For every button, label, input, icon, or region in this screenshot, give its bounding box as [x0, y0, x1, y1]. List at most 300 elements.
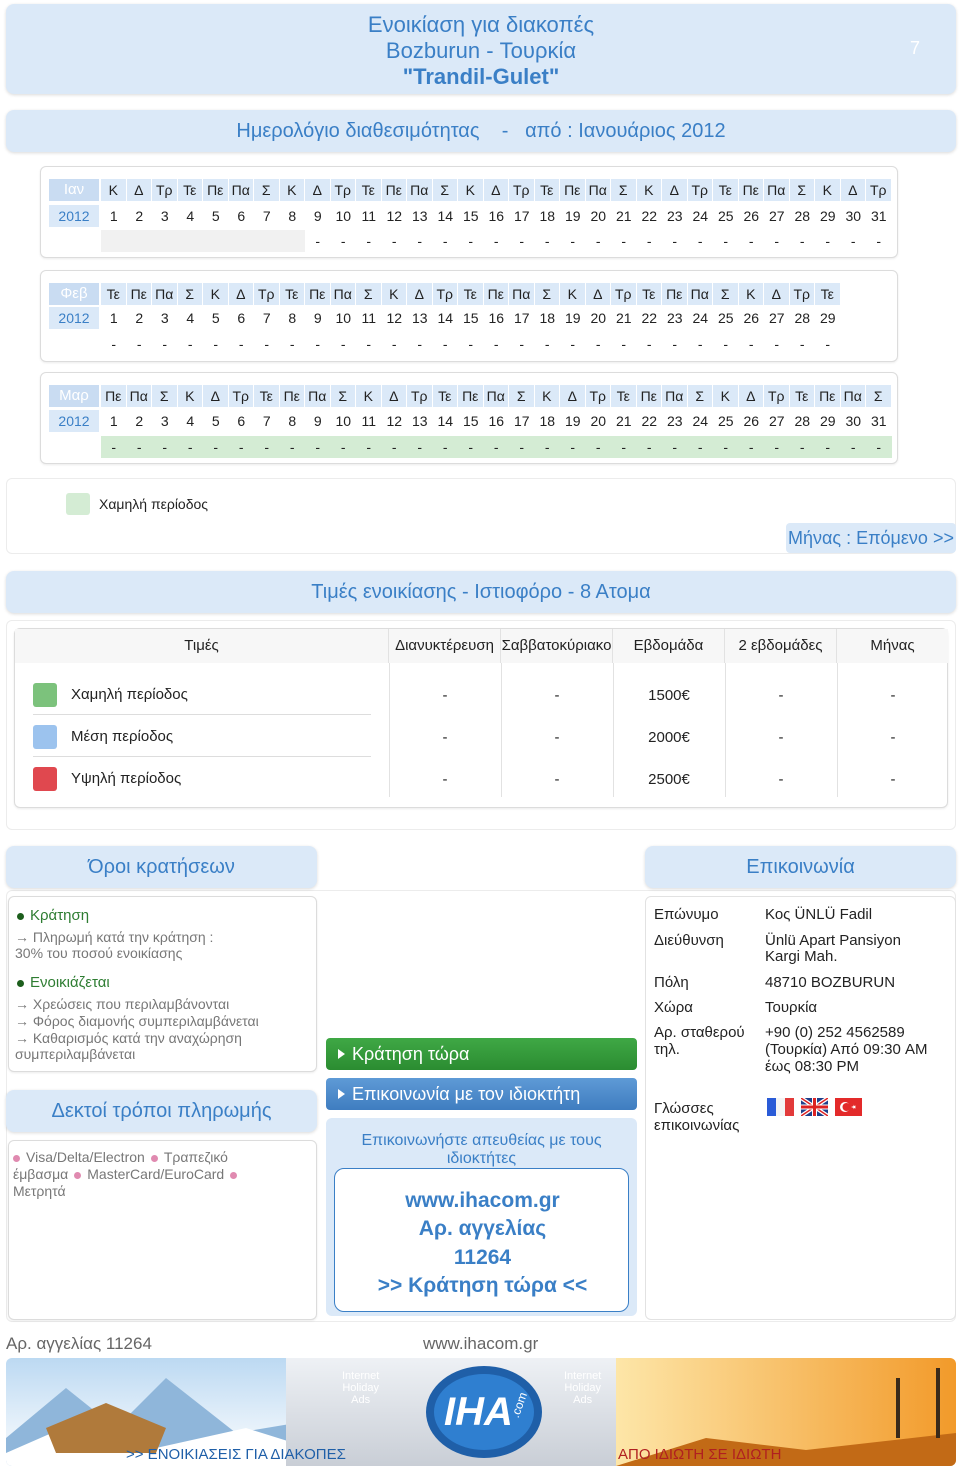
calendar-month-feb — [40, 270, 898, 362]
fr-flag-icon — [767, 1098, 794, 1116]
weekday-cell: Κ — [178, 385, 204, 407]
day-cell[interactable]: 23 — [662, 307, 688, 329]
availability-cell: - — [509, 230, 535, 252]
contact-title: Επικοινωνία — [645, 846, 956, 888]
availability-cell: - — [688, 230, 714, 252]
availability-cells — [101, 333, 841, 357]
availability-cell: - — [203, 333, 229, 355]
weekday-cell: Κ — [458, 179, 484, 201]
day-cell[interactable]: 2 — [127, 410, 153, 432]
col-header-month: Μήνας — [837, 629, 948, 663]
day-cell[interactable]: 7 — [254, 205, 280, 227]
weekday-cell: Τε — [535, 179, 561, 201]
payment-method: Μετρητά — [13, 1183, 66, 1199]
day-cell[interactable]: 25 — [713, 307, 739, 329]
booking-heading-row — [17, 907, 89, 924]
day-cell[interactable]: 8 — [280, 410, 306, 432]
weekday-cell: Πε — [382, 179, 408, 201]
day-cells — [101, 205, 892, 229]
availability-cell: - — [713, 230, 739, 252]
availability-cell: - — [331, 230, 357, 252]
book-now-label: Κράτηση τώρα — [352, 1044, 470, 1064]
footer-ad-number: Αρ. αγγελίας 11264 — [6, 1334, 152, 1353]
payment-methods — [13, 1149, 313, 1200]
next-month-button[interactable]: Μήνας : Επόμενο >> — [786, 523, 956, 553]
weekday-cell: Πε — [203, 179, 229, 201]
day-cell[interactable]: 31 — [866, 205, 892, 227]
day-cell[interactable]: 19 — [560, 410, 586, 432]
availability-cell: - — [458, 333, 484, 355]
day-cell[interactable]: 29 — [815, 410, 841, 432]
day-cell[interactable]: 26 — [739, 205, 765, 227]
low-season-swatch — [66, 493, 90, 515]
day-cell[interactable]: 7 — [254, 307, 280, 329]
day-cell[interactable]: 29 — [815, 205, 841, 227]
day-cell[interactable]: 1 — [101, 307, 127, 329]
availability-cell: - — [662, 436, 688, 458]
availability-cell: - — [815, 230, 841, 252]
weekday-cells — [101, 179, 892, 203]
day-cell[interactable]: 13 — [407, 205, 433, 227]
booking-payment-line1: → Πληρωμή κατά την κράτηση : — [15, 929, 214, 945]
day-cell[interactable]: 9 — [305, 205, 331, 227]
rate-row-mid — [15, 715, 949, 757]
day-cell[interactable]: 10 — [331, 205, 357, 227]
availability-cell: - — [331, 436, 357, 458]
weekday-row — [49, 385, 892, 409]
weekday-cell: Σ — [535, 283, 561, 305]
availability-cell — [127, 230, 153, 252]
day-cell[interactable]: 11 — [356, 410, 382, 432]
day-cell[interactable]: 27 — [764, 205, 790, 227]
day-cell[interactable]: 4 — [178, 410, 204, 432]
phone-label2: τηλ. — [654, 1041, 680, 1058]
day-cell[interactable]: 21 — [611, 410, 637, 432]
availability-cell: - — [586, 333, 612, 355]
day-cell[interactable]: 24 — [688, 307, 714, 329]
availability-cell: - — [305, 436, 331, 458]
rate-month: - — [890, 771, 896, 788]
day-cell[interactable]: 1 — [101, 410, 127, 432]
availability-cell: - — [356, 333, 382, 355]
day-cell[interactable]: 20 — [586, 410, 612, 432]
day-cell[interactable]: 3 — [152, 410, 178, 432]
day-cell[interactable]: 25 — [713, 410, 739, 432]
weekday-cell: Τρ — [611, 283, 637, 305]
blank — [49, 333, 99, 357]
booking-terms-title: Όροι κρατήσεων — [6, 846, 317, 888]
phone-value2: (Τουρκία) Από 09:30 AM — [765, 1041, 928, 1058]
day-cell[interactable]: 31 — [866, 410, 892, 432]
availability-cell: - — [127, 333, 153, 355]
availability-cell: - — [535, 436, 561, 458]
availability-cell — [203, 230, 229, 252]
weekday-cell: Κ — [713, 385, 739, 407]
rate-week: 2000€ — [648, 729, 690, 746]
gb-flag-icon — [801, 1098, 828, 1116]
season-swatch — [33, 725, 57, 749]
weekday-cell: Σ — [433, 179, 459, 201]
banner-left-link[interactable]: >> ΕΝΟΙΚΙΑΣΕΙΣ ΓΙΑ ΔΙΑΚΟΠΕΣ — [126, 1446, 346, 1463]
payment-box — [8, 1140, 317, 1320]
rented-heading-row — [17, 974, 110, 991]
availability-cell: - — [841, 436, 867, 458]
day-cell[interactable]: 30 — [841, 205, 867, 227]
header-title-line1: Ενοικίαση για διακοπές — [367, 12, 595, 37]
weekday-cell: Σ — [688, 385, 714, 407]
availability-cell: - — [688, 436, 714, 458]
day-cell[interactable]: 16 — [484, 307, 510, 329]
weekday-cell: Πα — [484, 385, 510, 407]
availability-cell — [152, 230, 178, 252]
weekday-cell: Πε — [305, 283, 331, 305]
day-cell[interactable]: 10 — [331, 410, 357, 432]
rate-row-low — [15, 673, 949, 715]
weekday-cell: Δ — [560, 385, 586, 407]
day-cell[interactable]: 30 — [841, 410, 867, 432]
day-cell[interactable]: 28 — [790, 410, 816, 432]
availability-row — [49, 436, 892, 460]
booking-terms-box — [8, 896, 317, 1072]
weekday-cell: Σ — [509, 385, 535, 407]
day-cell[interactable]: 5 — [203, 205, 229, 227]
weekday-cell: Σ — [356, 283, 382, 305]
day-cell[interactable]: 20 — [586, 205, 612, 227]
rate-two-weeks: - — [778, 687, 784, 704]
weekday-cell: Τρ — [331, 179, 357, 201]
address-label: Διεύθυνση — [654, 932, 724, 949]
day-cell[interactable]: 7 — [254, 410, 280, 432]
weekday-cell: Πε — [662, 283, 688, 305]
day-cell[interactable]: 15 — [458, 205, 484, 227]
day-cell[interactable]: 15 — [458, 307, 484, 329]
day-cell[interactable]: 26 — [739, 410, 765, 432]
availability-cell: - — [815, 333, 841, 355]
day-cell[interactable]: 19 — [560, 307, 586, 329]
weekday-cell: Κ — [739, 283, 765, 305]
city-label: Πόλη — [654, 974, 689, 991]
day-cell[interactable]: 16 — [484, 410, 510, 432]
day-cell[interactable]: 26 — [739, 307, 765, 329]
day-cell[interactable]: 10 — [331, 307, 357, 329]
promo-book-now-link[interactable]: >> Κράτηση τώρα << — [377, 1274, 588, 1297]
day-cell[interactable]: 28 — [790, 307, 816, 329]
weekday-cell: Σ — [178, 283, 204, 305]
weekday-cell: Τε — [790, 385, 816, 407]
day-cell[interactable]: 18 — [535, 205, 561, 227]
day-cell[interactable]: 16 — [484, 205, 510, 227]
weekday-cell: Πε — [815, 385, 841, 407]
weekday-cell: Τε — [713, 179, 739, 201]
book-now-button[interactable] — [326, 1038, 637, 1070]
header-title-line2: Bozburun - Τουρκία — [385, 38, 577, 63]
day-cell[interactable]: 11 — [356, 205, 382, 227]
day-cell[interactable]: 12 — [382, 410, 408, 432]
bullet-icon — [230, 1172, 237, 1179]
day-cell[interactable]: 14 — [433, 410, 459, 432]
availability-cell: - — [101, 436, 127, 458]
availability-cell: - — [484, 230, 510, 252]
availability-cell: - — [586, 436, 612, 458]
weekday-cell: Τρ — [866, 179, 892, 201]
day-cell[interactable]: 15 — [458, 410, 484, 432]
availability-cell: - — [739, 333, 765, 355]
weekday-cell: Δ — [382, 385, 408, 407]
day-row — [49, 307, 841, 331]
weekday-cell: Πα — [407, 179, 433, 201]
footer-banner[interactable] — [6, 1358, 956, 1466]
day-cell[interactable]: 5 — [203, 410, 229, 432]
availability-cell: - — [458, 436, 484, 458]
page-number: 7 — [909, 38, 920, 58]
day-cell[interactable]: 18 — [535, 410, 561, 432]
availability-cell: - — [484, 333, 510, 355]
weekday-cell: Κ — [535, 385, 561, 407]
weekday-cell: Κ — [101, 179, 127, 201]
day-cell[interactable]: 12 — [382, 205, 408, 227]
payment-method: έμβασμα — [13, 1166, 69, 1182]
promo-website[interactable]: www.ihacom.gr — [405, 1189, 560, 1212]
availability-cell: - — [178, 333, 204, 355]
weekday-cell: Σ — [254, 179, 280, 201]
rate-night: - — [442, 771, 448, 788]
weekday-cell: Τε — [101, 283, 127, 305]
rented-item3b: συμπεριλαμβάνεται — [15, 1046, 136, 1062]
month-year: 2012 — [49, 307, 99, 329]
day-cell[interactable]: 6 — [229, 410, 255, 432]
payment-method: MasterCard/EuroCard — [87, 1166, 225, 1182]
availability-cell: - — [790, 436, 816, 458]
contact-owner-button[interactable] — [326, 1078, 637, 1110]
booking-payment-line2: 30% του ποσού ενοικίασης — [15, 945, 183, 961]
rented-heading: Ενοικιάζεται — [30, 974, 110, 991]
day-cell[interactable]: 5 — [203, 307, 229, 329]
availability-cells — [101, 230, 892, 254]
day-cell[interactable]: 29 — [815, 307, 841, 329]
day-cell[interactable]: 2 — [127, 307, 153, 329]
col-header-night: Διανυκτέρευση — [389, 629, 501, 663]
day-cell[interactable]: 6 — [229, 205, 255, 227]
day-cell[interactable]: 23 — [662, 410, 688, 432]
day-cell[interactable]: 1 — [101, 205, 127, 227]
calendar-month-mar — [40, 372, 898, 464]
day-cell[interactable]: 17 — [509, 410, 535, 432]
day-cell[interactable]: 3 — [152, 205, 178, 227]
weekday-cell: Δ — [484, 179, 510, 201]
day-cell[interactable]: 19 — [560, 205, 586, 227]
day-cells — [101, 307, 841, 331]
weekday-cell: Πα — [229, 179, 255, 201]
day-cell[interactable]: 22 — [637, 205, 663, 227]
weekday-cell: Τρ — [407, 385, 433, 407]
col-header-weekend: Σαββατοκύριακο — [501, 629, 613, 663]
banner-text: Internet — [564, 1370, 602, 1382]
month-year: 2012 — [49, 205, 99, 227]
weekday-cell: Κ — [280, 179, 306, 201]
weekday-cell: Πε — [101, 385, 127, 407]
calendar-title: Ημερολόγιο διαθεσιμότητας - από : Ιανουάριος 2012 — [6, 110, 956, 152]
promo-box[interactable] — [334, 1168, 629, 1312]
day-cells — [101, 410, 892, 434]
availability-cell: - — [815, 436, 841, 458]
day-cell[interactable]: 28 — [790, 205, 816, 227]
availability-cell: - — [739, 436, 765, 458]
day-cell[interactable]: 13 — [407, 410, 433, 432]
availability-cell: - — [509, 436, 535, 458]
rented-item1: → Χρεώσεις που περιλαμβάνονται — [15, 996, 230, 1012]
day-cell[interactable]: 22 — [637, 410, 663, 432]
weekday-cell: Πα — [509, 283, 535, 305]
banner-text: Holiday — [342, 1382, 379, 1394]
day-cell[interactable]: 4 — [178, 307, 204, 329]
day-cell[interactable]: 11 — [356, 307, 382, 329]
promo-ad-number: 11264 — [453, 1246, 512, 1269]
banner-text: Ads — [573, 1394, 593, 1406]
rates-table — [14, 628, 948, 808]
weekday-cell: Πα — [331, 283, 357, 305]
availability-cell: - — [484, 436, 510, 458]
day-cell[interactable]: 4 — [178, 205, 204, 227]
availability-cell: - — [713, 436, 739, 458]
availability-cell: - — [611, 333, 637, 355]
weekday-cell: Τε — [280, 283, 306, 305]
availability-cell: - — [662, 333, 688, 355]
rented-item2: → Φόρος διαμονής συμπεριλαμβάνεται — [15, 1013, 259, 1029]
weekday-cell: Πε — [560, 179, 586, 201]
play-arrow-icon — [338, 1049, 345, 1059]
day-cell[interactable]: 24 — [688, 410, 714, 432]
day-cell[interactable]: 8 — [280, 205, 306, 227]
booking-heading: Κράτηση — [30, 907, 90, 924]
weekday-cell: Δ — [586, 283, 612, 305]
day-cell[interactable]: 12 — [382, 307, 408, 329]
weekday-cell: Σ — [713, 283, 739, 305]
weekday-cell: Τρ — [433, 283, 459, 305]
day-cell[interactable]: 3 — [152, 307, 178, 329]
weekday-cell: Πε — [458, 385, 484, 407]
weekday-cell: Δ — [662, 179, 688, 201]
availability-cell: - — [382, 436, 408, 458]
weekday-cell: Τρ — [586, 385, 612, 407]
phone-value1: +90 (0) 252 4562589 — [765, 1024, 905, 1041]
availability-cell: - — [152, 436, 178, 458]
availability-row — [49, 333, 841, 357]
availability-cell: - — [535, 230, 561, 252]
weekday-cell: Τρ — [688, 179, 714, 201]
availability-cell — [229, 230, 255, 252]
weekday-cell: Πα — [764, 179, 790, 201]
day-cell[interactable]: 13 — [407, 307, 433, 329]
weekday-cell: Τε — [356, 179, 382, 201]
day-cell[interactable]: 9 — [305, 410, 331, 432]
blank — [49, 230, 99, 254]
availability-cell: - — [713, 333, 739, 355]
day-cell[interactable]: 27 — [764, 410, 790, 432]
availability-cell: - — [458, 230, 484, 252]
weekday-cell: Τε — [178, 179, 204, 201]
tr-flag-icon — [835, 1098, 862, 1116]
languages-label1: Γλώσσες — [654, 1100, 714, 1117]
day-cell[interactable]: 17 — [509, 205, 535, 227]
season-name: Υψηλή περίοδος — [71, 770, 182, 787]
weekday-cell: Τρ — [254, 283, 280, 305]
day-cell[interactable]: 20 — [586, 307, 612, 329]
month-year: 2012 — [49, 410, 99, 432]
day-cell[interactable]: 2 — [127, 205, 153, 227]
banner-left-small — [342, 1370, 379, 1406]
availability-cell: - — [560, 436, 586, 458]
availability-cell: - — [433, 436, 459, 458]
rate-month: - — [890, 687, 896, 704]
rented-item3: → Καθαρισμός κατά την αναχώρηση — [15, 1030, 242, 1046]
availability-cell: - — [178, 436, 204, 458]
weekday-cell: Πε — [280, 385, 306, 407]
legend-low-season-label: Χαμηλή περίοδος — [99, 496, 209, 512]
day-cell[interactable]: 17 — [509, 307, 535, 329]
banner-right-small — [564, 1370, 601, 1406]
availability-cell — [280, 230, 306, 252]
page-header — [6, 4, 956, 94]
surname-value: Κος ÜNLÜ Fadil — [765, 906, 873, 923]
bullet-icon — [13, 1155, 20, 1162]
availability-cell: - — [407, 333, 433, 355]
day-cell[interactable]: 14 — [433, 205, 459, 227]
surname-label: Επώνυμο — [654, 906, 719, 923]
day-cell[interactable]: 23 — [662, 205, 688, 227]
day-cell[interactable]: 21 — [611, 205, 637, 227]
weekday-cell: Δ — [203, 385, 229, 407]
day-cell[interactable]: 27 — [764, 307, 790, 329]
payment-method: Τραπεζικό — [163, 1149, 228, 1165]
availability-cell: - — [433, 333, 459, 355]
promo-ad-label: Αρ. αγγελίας — [418, 1217, 547, 1240]
availability-cell: - — [764, 230, 790, 252]
availability-cell: - — [382, 230, 408, 252]
day-cell[interactable]: 8 — [280, 307, 306, 329]
day-cell[interactable]: 9 — [305, 307, 331, 329]
day-cell[interactable]: 14 — [433, 307, 459, 329]
availability-cell: - — [662, 230, 688, 252]
availability-cell: - — [560, 333, 586, 355]
weekday-cell: Δ — [841, 179, 867, 201]
weekday-cell: Πε — [484, 283, 510, 305]
weekday-cells — [101, 283, 841, 307]
day-cell[interactable]: 21 — [611, 307, 637, 329]
banner-logo-com: .com — [507, 1390, 531, 1420]
day-cell[interactable]: 6 — [229, 307, 255, 329]
payment-method: Visa/Delta/Electron — [26, 1149, 145, 1165]
weekday-cell: Σ — [152, 385, 178, 407]
footer-website[interactable]: www.ihacom.gr — [423, 1334, 539, 1353]
day-cell[interactable]: 18 — [535, 307, 561, 329]
bullet-icon — [151, 1155, 158, 1162]
banner-right-link[interactable]: ΑΠΟ ΙΔΙΩΤΗ ΣΕ ΙΔΙΩΤΗ — [618, 1446, 782, 1463]
availability-cell: - — [790, 333, 816, 355]
day-cell[interactable]: 24 — [688, 205, 714, 227]
bullet-icon — [74, 1172, 81, 1179]
banner-text: Ads — [351, 1394, 371, 1406]
day-row — [49, 205, 892, 229]
day-cell[interactable]: 22 — [637, 307, 663, 329]
availability-cell: - — [229, 436, 255, 458]
availability-cell: - — [407, 436, 433, 458]
availability-cell: - — [866, 436, 892, 458]
availability-cell: - — [101, 333, 127, 355]
rate-weekend: - — [554, 729, 560, 746]
weekday-cell: Πε — [127, 283, 153, 305]
availability-cell: - — [560, 230, 586, 252]
day-cell[interactable]: 25 — [713, 205, 739, 227]
